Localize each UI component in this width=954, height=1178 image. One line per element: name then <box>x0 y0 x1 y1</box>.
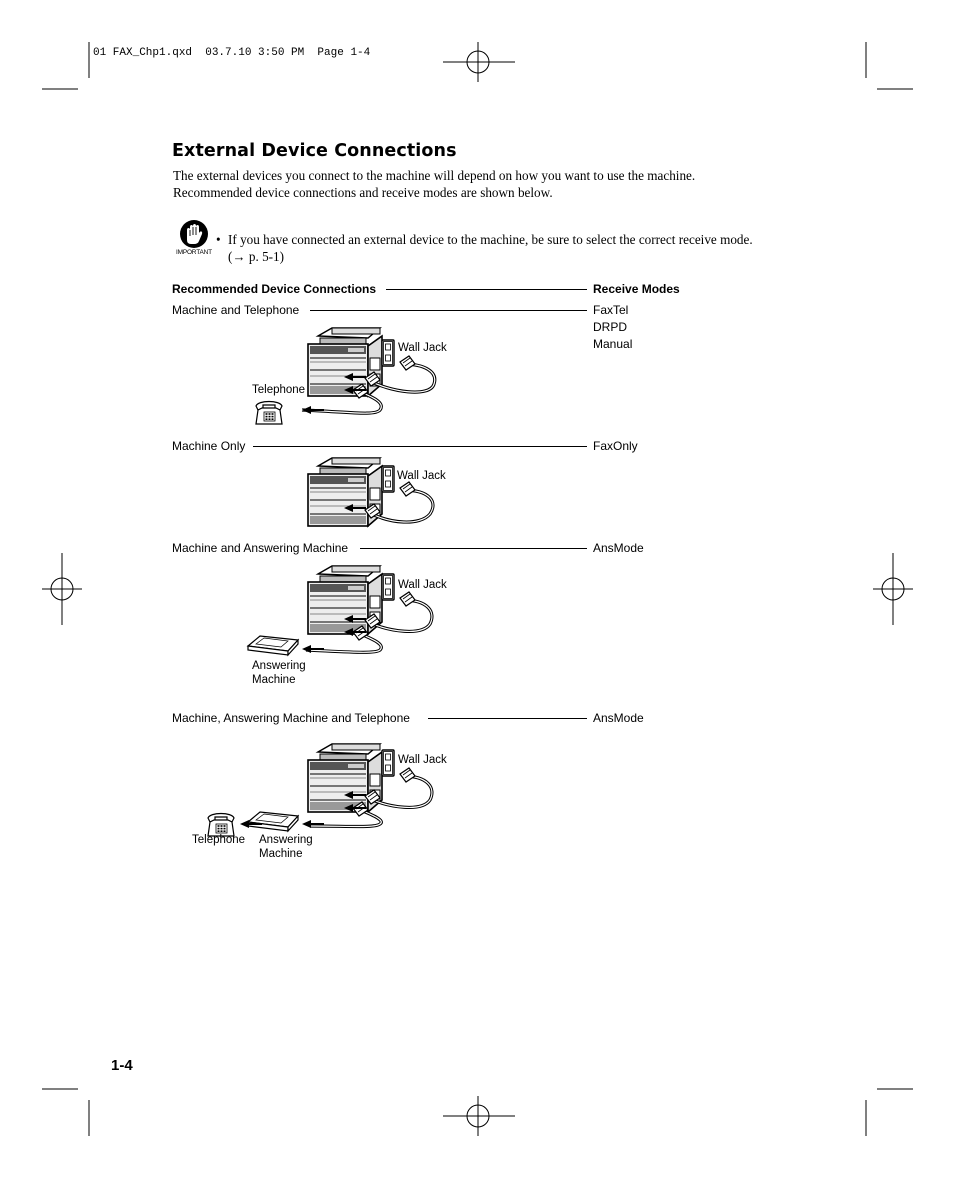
diagram-machine-answering <box>240 560 540 660</box>
connection-name: Machine Only <box>172 439 246 453</box>
answering-machine-icon <box>248 636 298 655</box>
answering-machine-label: Answering Machine <box>252 660 306 686</box>
telephone-label: Telephone <box>192 834 246 846</box>
wall-jack-label: Wall Jack <box>398 754 447 766</box>
intro-line-1: The external devices you connect to the machine will depend on how you want to use the machine. <box>173 168 696 183</box>
receive-mode: FaxTel <box>593 303 629 317</box>
wall-jack-icon <box>382 574 394 600</box>
row-divider <box>360 548 587 549</box>
diagram-machine-telephone <box>240 320 540 430</box>
receive-mode: AnsMode <box>593 541 644 555</box>
row-divider <box>428 718 587 719</box>
wall-jack-label: Wall Jack <box>398 579 447 591</box>
wall-jack-label: Wall Jack <box>397 470 446 482</box>
receive-mode: AnsMode <box>593 711 644 725</box>
connection-name: Machine, Answering Machine and Telephone <box>172 711 410 725</box>
receive-mode: FaxOnly <box>593 439 638 453</box>
plug-icon <box>400 482 415 496</box>
header-receive-modes: Receive Modes <box>593 282 680 296</box>
row-divider <box>253 446 587 447</box>
plug-icon <box>400 768 415 782</box>
stop-hand-icon <box>180 220 210 250</box>
intro-paragraph <box>173 167 813 201</box>
header-divider <box>386 289 587 290</box>
page-number: 1-4 <box>111 1057 133 1074</box>
telephone-icon <box>256 402 282 425</box>
print-slug: 01 FAX_Chp1.qxd 03.7.10 3:50 PM Page 1-4 <box>93 47 371 59</box>
intro-line-2: Recommended device connections and receive modes are shown below. <box>173 185 553 200</box>
diagram-machine-answering-telephone <box>200 736 520 846</box>
answering-machine-label: Answering Machine <box>259 834 313 860</box>
important-line-2: (→ p. 5-1) <box>228 249 285 264</box>
important-bullet: • <box>216 232 221 247</box>
wall-jack-icon <box>382 466 394 492</box>
plug-icon <box>400 356 415 370</box>
wall-jack-icon <box>382 750 394 776</box>
connection-name: Machine and Telephone <box>172 303 300 317</box>
receive-mode: Manual <box>593 337 633 351</box>
header-device-connections: Recommended Device Connections <box>172 282 377 296</box>
receive-mode: DRPD <box>593 320 628 334</box>
plug-icon <box>400 592 415 606</box>
important-line-1: If you have connected an external device to the machine, be sure to select the correct receive mode. <box>228 232 753 247</box>
wall-jack-icon <box>382 340 394 366</box>
telephone-label: Telephone <box>252 384 306 396</box>
connection-name: Machine and Answering Machine <box>172 541 349 555</box>
arrow-left-icon <box>302 406 324 414</box>
row-divider <box>310 310 587 311</box>
answering-machine-icon <box>248 812 298 831</box>
wall-jack-label: Wall Jack <box>398 342 447 354</box>
important-caption: IMPORTANT <box>176 249 212 256</box>
page-title: External Device Connections <box>172 141 457 161</box>
diagram-machine-only <box>240 452 540 542</box>
important-note <box>228 231 808 265</box>
